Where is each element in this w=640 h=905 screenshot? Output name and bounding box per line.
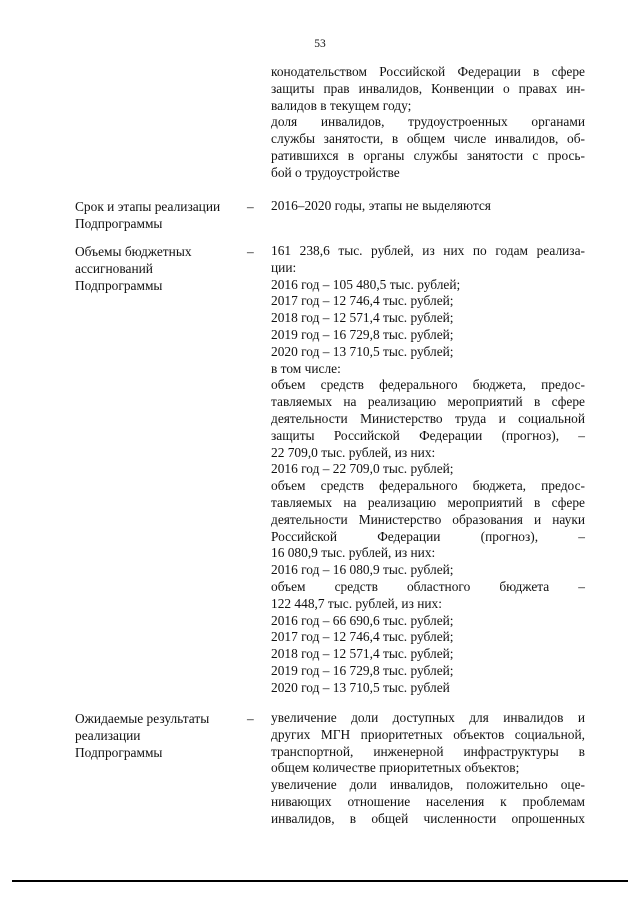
- text-line: 161 238,6 тыс. рублей, из них по годам реализа-: [271, 243, 585, 258]
- text-line: общем количестве приоритетных объектов;: [271, 760, 520, 776]
- text-line: деятельности Министерство образования и науки: [271, 511, 585, 527]
- text-line: объем средств областного бюджета –: [271, 578, 585, 594]
- text-line: объем средств федерального бюджета, предос-: [271, 478, 585, 494]
- text-line: защиты Российской Федерации (прогноз), –: [271, 427, 585, 443]
- text-line: Российской Федерации (прогноз), –: [271, 528, 585, 544]
- text-line: тавляемых на реализацию мероприятий в сфере: [271, 494, 585, 510]
- bottom-rule: [12, 880, 628, 882]
- text-line: инвалидов, в общей численности опрошенных: [271, 810, 585, 826]
- section-dash: –: [247, 711, 254, 726]
- text-line: 2016 год – 22 709,0 тыс. рублей;: [271, 461, 454, 477]
- text-line: ции:: [271, 259, 297, 275]
- label-line: Подпрограммы: [75, 745, 163, 760]
- continuation-text: [271, 64, 585, 182]
- page-number: 53: [314, 38, 326, 50]
- label-line: Ожидаемые результаты: [75, 711, 210, 726]
- text-line: защиты прав инвалидов, Конвенции о правах ин-: [271, 80, 585, 96]
- text-line: валидов в текущем году;: [271, 97, 412, 113]
- label-line: ассигнований: [75, 261, 153, 276]
- text-line: в том числе:: [271, 360, 341, 376]
- text-line: 2016 год – 16 080,9 тыс. рублей;: [271, 562, 454, 578]
- label-line: реализации: [75, 728, 141, 743]
- text-line: 2020 год – 13 710,5 тыс. рублей;: [271, 343, 454, 359]
- text-line: объем средств федерального бюджета, предос-: [271, 377, 585, 393]
- text-line: конодательством Российской Федерации в сфере: [271, 64, 585, 79]
- text-line: увеличение доли инвалидов, положительно оце-: [271, 777, 585, 793]
- text-line: бой о трудоустройстве: [271, 164, 400, 180]
- text-line: 2016 год – 66 690,6 тыс. рублей;: [271, 612, 454, 628]
- text-line: тавляемых на реализацию мероприятий в сфере: [271, 394, 585, 410]
- label-line: Подпрограммы: [75, 216, 163, 231]
- section-dash: –: [247, 244, 254, 259]
- label-line: Подпрограммы: [75, 278, 163, 293]
- text-line: других МГН приоритетных объектов социальной,: [271, 726, 585, 742]
- text-line: 2018 год – 12 571,4 тыс. рублей;: [271, 646, 454, 662]
- text-line: 2016–2020 годы, этапы не выделяются: [271, 198, 491, 213]
- text-line: 2017 год – 12 746,4 тыс. рублей;: [271, 293, 454, 309]
- text-line: 122 448,7 тыс. рублей, из них:: [271, 595, 442, 611]
- text-line: 2019 год – 16 729,8 тыс. рублей;: [271, 662, 454, 678]
- text-line: 2016 год – 105 480,5 тыс. рублей;: [271, 276, 461, 292]
- text-line: транспортной, инженерной инфраструктуры в: [271, 743, 585, 759]
- text-line: 2017 год – 12 746,4 тыс. рублей;: [271, 629, 454, 645]
- text-line: 2018 год – 12 571,4 тыс. рублей;: [271, 310, 454, 326]
- text-line: 22 709,0 тыс. рублей, из них:: [271, 444, 436, 460]
- text-line: нивающих отношение населения к проблемам: [271, 793, 585, 809]
- text-line: службы занятости, в общем числе инвалидов, об-: [271, 131, 585, 147]
- text-line: деятельности Министерство труда и социальной: [271, 410, 585, 426]
- section-value: [271, 710, 585, 828]
- label-line: Срок и этапы реализации: [75, 199, 221, 214]
- text-line: 2020 год – 13 710,5 тыс. рублей: [271, 679, 450, 695]
- section-value: [271, 243, 585, 697]
- label-line: Объемы бюджетных: [75, 244, 192, 259]
- text-line: 16 080,9 тыс. рублей, из них:: [271, 545, 436, 561]
- section-value: [271, 198, 585, 215]
- text-line: увеличение доли доступных для инвалидов и: [271, 710, 585, 725]
- section-dash: –: [247, 199, 254, 214]
- text-line: 2019 год – 16 729,8 тыс. рублей;: [271, 326, 454, 342]
- text-line: доля инвалидов, трудоустроенных органами: [271, 114, 585, 130]
- section-label: [75, 198, 245, 232]
- text-line: ратившихся в органы службы занятости с прось-: [271, 147, 585, 163]
- section-label: [75, 710, 245, 761]
- section-label: [75, 243, 245, 294]
